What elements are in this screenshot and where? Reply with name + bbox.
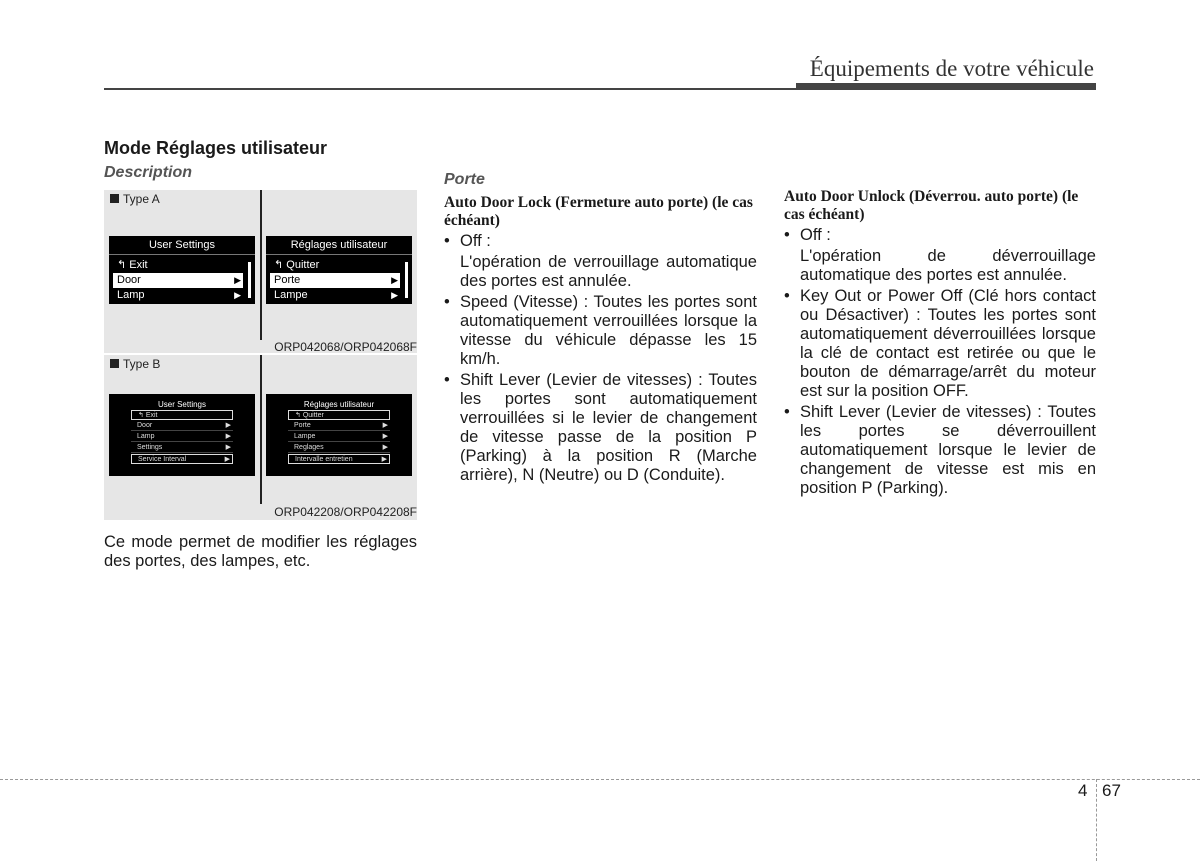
description-subhead: Description xyxy=(104,164,193,181)
arrow-right-icon: ▶ xyxy=(225,444,231,451)
list-item: • Shift Lever (Levier de vitesses) : Toutes les portes se déverrouillent automatiquement lorsque le levier de changement de vitesse est mis en position P (Parking). xyxy=(784,403,1096,498)
arrow-right-icon: ▶ xyxy=(225,422,231,429)
column-left xyxy=(104,138,417,182)
header-rule-accent xyxy=(796,83,1096,90)
screen-type-b-fr xyxy=(266,394,412,476)
arrow-right-icon: ▶ xyxy=(382,433,388,440)
screen-title: User Settings xyxy=(157,400,207,409)
figure-code-a: ORP042068/ORP042068F xyxy=(274,340,417,354)
menu-item-service-interval: Service Interval ▶ xyxy=(131,454,233,464)
settings-figure xyxy=(104,190,417,520)
menu-item-intervalle-entretien: Intervalle entretien ▶ xyxy=(288,454,390,464)
figure-code-b: ORP042208/ORP042208F xyxy=(274,505,417,519)
list-item-detail: L'opération de verrouillage automatique des portes est annulée. xyxy=(460,253,757,290)
figure-divider xyxy=(260,354,262,504)
arrow-right-icon: ▶ xyxy=(225,433,231,440)
menu-item-reglages: Reglages ▶ xyxy=(288,443,390,453)
screen-title: User Settings xyxy=(109,239,255,255)
page-number: 67 xyxy=(1102,781,1121,800)
menu-item-door: Door ▶ xyxy=(131,421,233,431)
menu-item-lampe: Lampe ▶ xyxy=(274,289,398,301)
list-item: • Shift Lever (Levier de vitesses) : Toutes les portes sont automatiquement verrouillées si le levier de changement de vitesse passe de la position P (Parking) à la position R (Marche arrière), N (Neutre) ou D (Conduite). xyxy=(444,371,757,485)
menu-item-quitter: ↰ Quitter xyxy=(274,259,320,271)
arrow-right-icon: ▶ xyxy=(382,422,388,429)
menu-item-exit: ↰ Exit xyxy=(131,410,233,420)
arrow-right-icon: ▶ xyxy=(391,275,398,285)
list-item: • Key Out or Power Off (Clé hors contact ou Désactiver) : Toutes les portes sont automatiquement déverrouillées lorsque la clé de contact est retirée ou que le bouton de démarrage/arrêt du moteur est sur la position OFF. xyxy=(784,287,1096,401)
menu-item-settings: Settings ▶ xyxy=(131,443,233,453)
arrow-right-icon: ▶ xyxy=(234,290,241,300)
section-title: Mode Réglages utilisateur xyxy=(104,138,328,158)
chapter-number: 4 xyxy=(1078,781,1088,800)
column-middle xyxy=(444,170,757,485)
list-item: • Off : xyxy=(444,232,757,251)
footer-rule xyxy=(0,779,1200,780)
screen-type-b-en xyxy=(109,394,255,476)
arrow-right-icon: ▶ xyxy=(381,456,387,463)
arrow-right-icon: ▶ xyxy=(224,456,230,463)
menu-item-lamp: Lamp ▶ xyxy=(117,289,241,301)
arrow-right-icon: ▶ xyxy=(382,444,388,451)
screen-title: Réglages utilisateur xyxy=(303,400,375,409)
column-right xyxy=(784,188,1096,498)
footer-divider xyxy=(1096,779,1097,861)
menu-item-lampe: Lampe ▶ xyxy=(288,432,390,442)
arrow-right-icon: ▶ xyxy=(234,275,241,285)
porte-subhead: Porte xyxy=(444,171,485,188)
scrollbar-icon xyxy=(248,262,251,298)
menu-item-porte: Porte ▶ xyxy=(288,421,390,431)
header-title: Équipements de votre véhicule xyxy=(809,56,1094,81)
screen-type-a-en xyxy=(109,236,255,304)
list-item: • Off : xyxy=(784,226,1096,245)
auto-door-unlock-heading: Auto Door Unlock (Déverrou. auto porte) (le cas échéant) xyxy=(784,188,1079,223)
list-item-detail: L'opération de déverrouillage automatique des portes est annulée. xyxy=(800,247,1096,284)
scrollbar-icon xyxy=(405,262,408,298)
menu-item-door: Door ▶ xyxy=(113,273,243,288)
menu-item-exit: ↰ Exit xyxy=(117,259,148,271)
menu-item-lamp: Lamp ▶ xyxy=(131,432,233,442)
screen-title: Réglages utilisateur xyxy=(266,239,412,255)
menu-item-quitter: ↰ Quitter xyxy=(288,410,390,420)
screen-type-a-fr xyxy=(266,236,412,304)
arrow-right-icon: ▶ xyxy=(391,290,398,300)
auto-door-lock-heading: Auto Door Lock (Fermeture auto porte) (le cas échéant) xyxy=(444,194,753,229)
figure-divider xyxy=(260,190,262,340)
type-b-label: Type B xyxy=(110,357,160,371)
menu-item-porte: Porte ▶ xyxy=(270,273,400,288)
type-a-label: Type A xyxy=(110,192,160,206)
figure-caption: Ce mode permet de modifier les réglages des portes, des lampes, etc. xyxy=(104,533,417,570)
list-item: • Speed (Vitesse) : Toutes les portes sont automatiquement verrouillées lorsque la vitesse du véhicule dépasse les 15 km/h. xyxy=(444,293,757,369)
